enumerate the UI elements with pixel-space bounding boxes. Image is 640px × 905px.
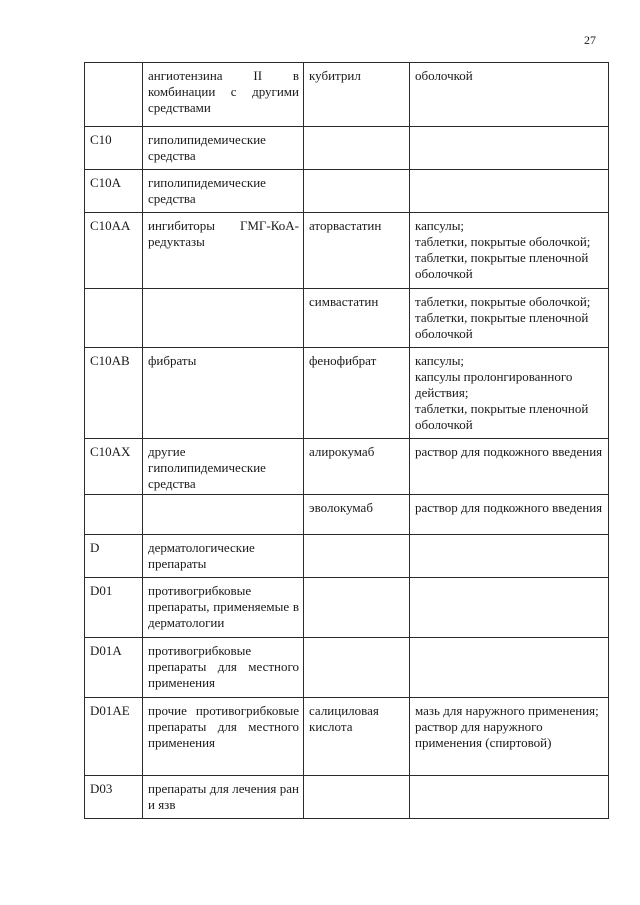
table-row xyxy=(85,289,609,348)
drug-name-cell: салициловая кислота xyxy=(304,698,410,776)
group-name-cell: дерматологические препараты xyxy=(143,535,304,578)
atc-code-cell: D01A xyxy=(85,638,143,698)
dosage-form-line: раствор для наружного применения (спиртовой) xyxy=(415,719,552,750)
drug-name-cell: эволокумаб xyxy=(304,495,410,535)
atc-code-cell: C10 xyxy=(85,127,143,170)
group-name-cell: препараты для лечения ран и язв xyxy=(143,776,304,819)
drug-name-cell: аторвастатин xyxy=(304,213,410,289)
table-row xyxy=(85,213,609,289)
group-name-cell: противогрибковые препараты, применяемые в дерматологии xyxy=(143,578,304,638)
dosage-form-line: капсулы; xyxy=(415,218,465,233)
dosage-form-cell xyxy=(410,535,609,578)
atc-code-cell: C10A xyxy=(85,170,143,213)
dosage-form-line: раствор для подкожного введения xyxy=(415,444,603,459)
atc-code-cell: C10AX xyxy=(85,439,143,495)
dosage-form-line: таблетки, покрытые пленочной оболочкой xyxy=(415,401,589,432)
dosage-form-cell xyxy=(410,578,609,638)
table-row xyxy=(85,638,609,698)
group-name-cell: ангиотензина II в комбинации с другими средствами xyxy=(143,63,304,127)
group-name-cell: ингибиторы ГМГ-КоА-редуктазы xyxy=(143,213,304,289)
atc-code-cell: C10AB xyxy=(85,348,143,439)
dosage-form-cell xyxy=(410,776,609,819)
drug-name-cell xyxy=(304,776,410,819)
atc-code-cell: C10AA xyxy=(85,213,143,289)
dosage-form-cell xyxy=(410,127,609,170)
atc-code-cell xyxy=(85,63,143,127)
table-row xyxy=(85,698,609,776)
group-name-cell: гиполипидемические средства xyxy=(143,170,304,213)
group-name-cell: фибраты xyxy=(143,348,304,439)
atc-code-cell: D xyxy=(85,535,143,578)
drug-name-cell xyxy=(304,535,410,578)
dosage-form-cell xyxy=(410,213,609,289)
table-row xyxy=(85,439,609,495)
drug-classification-table xyxy=(84,62,609,819)
table-row xyxy=(85,535,609,578)
dosage-form-cell xyxy=(410,638,609,698)
drug-name-cell xyxy=(304,127,410,170)
group-name-cell xyxy=(143,495,304,535)
table-row xyxy=(85,170,609,213)
dosage-form-line: таблетки, покрытые оболочкой; xyxy=(415,294,591,309)
dosage-form-line: оболочкой xyxy=(415,68,473,83)
table-row xyxy=(85,127,609,170)
drug-name-cell xyxy=(304,578,410,638)
table-row xyxy=(85,776,609,819)
page-number: 27 xyxy=(584,33,596,47)
atc-code-cell: D01 xyxy=(85,578,143,638)
drug-name-cell: симвастатин xyxy=(304,289,410,348)
dosage-form-cell xyxy=(410,439,609,495)
group-name-cell: противогрибковые препараты для местного применения xyxy=(143,638,304,698)
table-row xyxy=(85,63,609,127)
drug-name-cell xyxy=(304,170,410,213)
atc-code-cell xyxy=(85,289,143,348)
dosage-form-cell xyxy=(410,289,609,348)
table-row xyxy=(85,348,609,439)
group-name-cell: другие гиполипидемические средства xyxy=(143,439,304,495)
dosage-form-line: раствор для подкожного введения xyxy=(415,500,603,515)
table-row xyxy=(85,495,609,535)
dosage-form-line: капсулы пролонгированного действия; xyxy=(415,369,573,400)
group-name-cell: прочие противогрибковые препараты для местного применения xyxy=(143,698,304,776)
dosage-form-line: таблетки, покрытые пленочной оболочкой xyxy=(415,250,589,281)
drug-name-cell: кубитрил xyxy=(304,63,410,127)
dosage-form-cell xyxy=(410,348,609,439)
drug-name-cell xyxy=(304,638,410,698)
drug-name-cell: фенофибрат xyxy=(304,348,410,439)
atc-code-cell: D03 xyxy=(85,776,143,819)
dosage-form-line: капсулы; xyxy=(415,353,465,368)
dosage-form-cell xyxy=(410,495,609,535)
group-name-cell: гиполипидемические средства xyxy=(143,127,304,170)
atc-code-cell: D01AE xyxy=(85,698,143,776)
dosage-form-cell xyxy=(410,170,609,213)
table-row xyxy=(85,578,609,638)
dosage-form-line: мазь для наружного применения; xyxy=(415,703,599,718)
dosage-form-cell xyxy=(410,63,609,127)
drug-name-cell: алирокумаб xyxy=(304,439,410,495)
dosage-form-line: таблетки, покрытые пленочной оболочкой xyxy=(415,310,589,341)
group-name-cell xyxy=(143,289,304,348)
atc-code-cell xyxy=(85,495,143,535)
dosage-form-line: таблетки, покрытые оболочкой; xyxy=(415,234,591,249)
dosage-form-cell xyxy=(410,698,609,776)
